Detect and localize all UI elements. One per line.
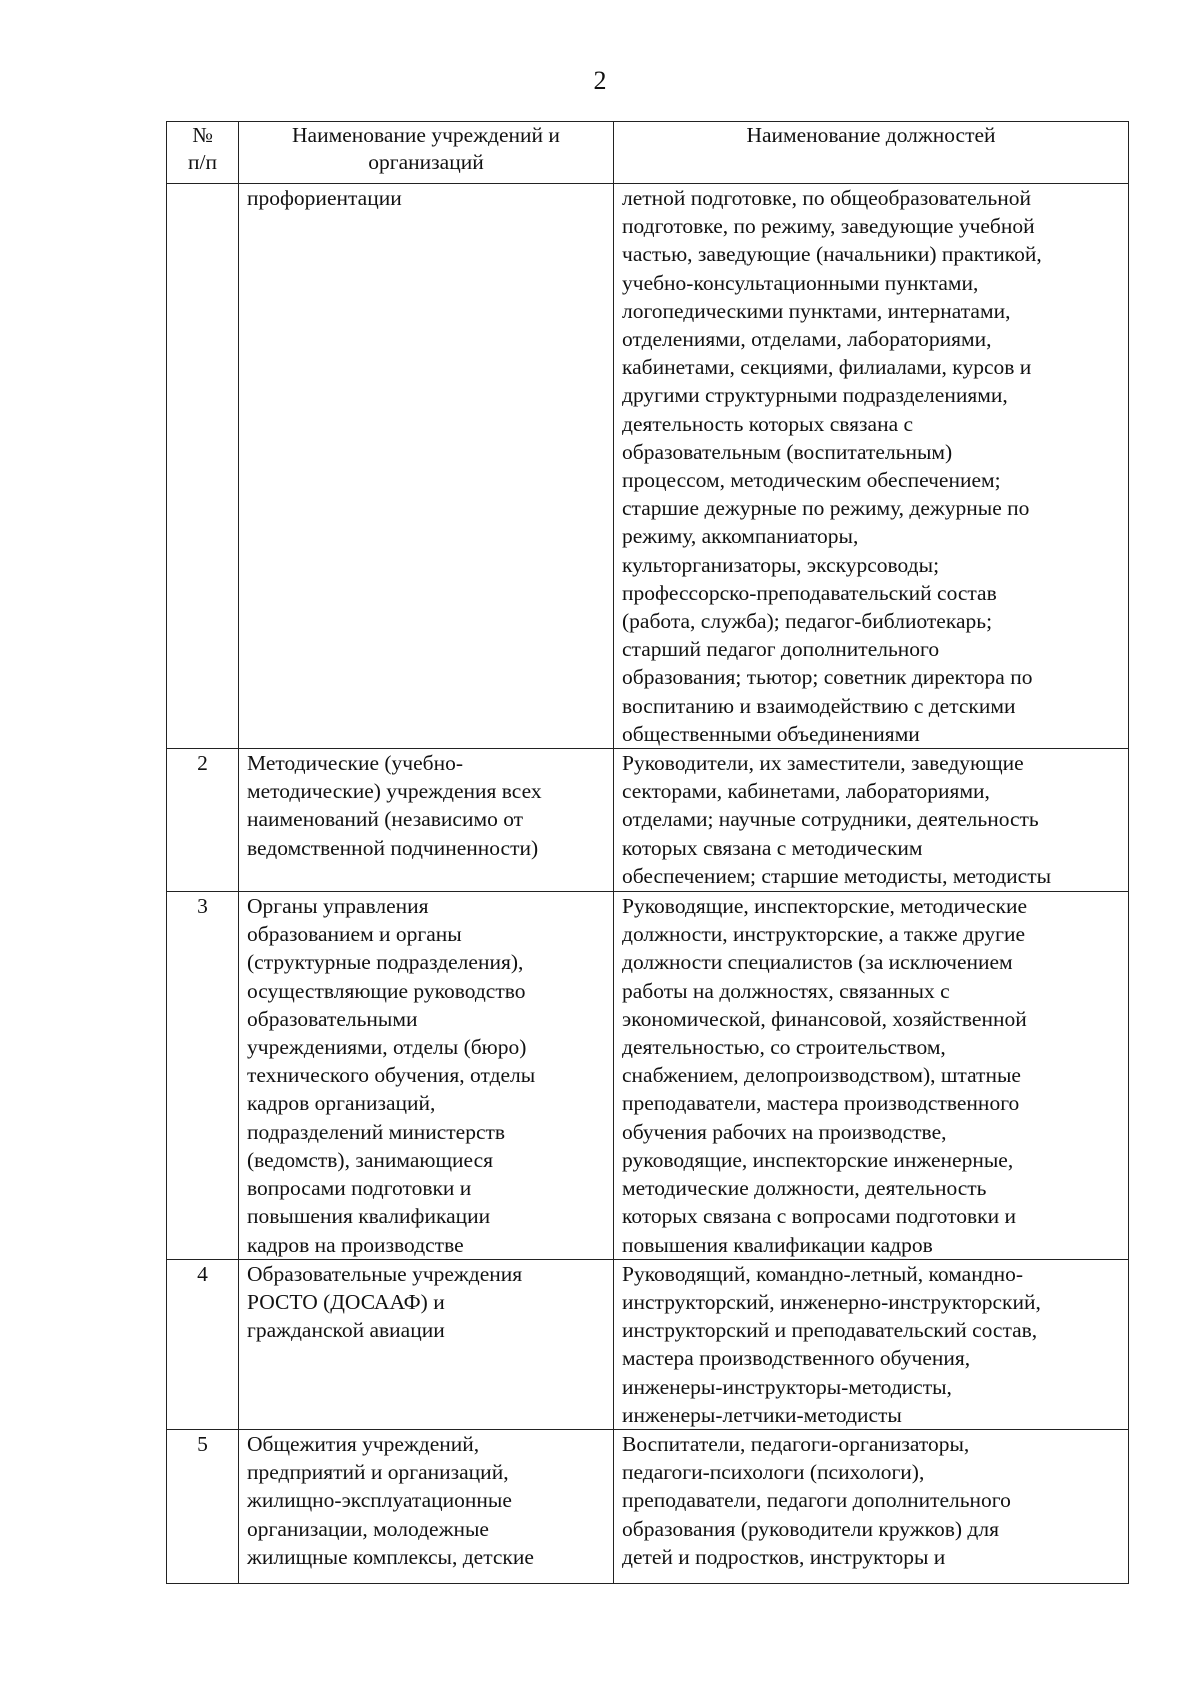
table-row — [167, 749, 1129, 892]
cell-line: образовательными — [247, 1006, 418, 1031]
cell-line: инструкторский и преподавательский состав, — [622, 1318, 1038, 1343]
header-line: Наименование учреждений и — [292, 123, 560, 147]
header-line: организаций — [368, 150, 484, 174]
cell-line: методические) учреждения всех — [247, 779, 542, 804]
cell-line: осуществляющие руководство — [247, 978, 526, 1003]
cell-line: деятельность которых связана с — [622, 411, 914, 436]
cell-line: (ведомств), занимающиеся — [247, 1147, 494, 1172]
positions-table — [166, 121, 1129, 1584]
cell-line: ведомственной подчиненности) — [247, 835, 539, 860]
header-number — [167, 122, 239, 184]
positions-cell — [614, 1259, 1129, 1429]
cell-line: вопросами подготовки и — [247, 1176, 472, 1201]
cell-line: инструкторский, инженерно-инструкторский, — [622, 1289, 1041, 1314]
cell-line: общественными объединениями — [622, 721, 920, 746]
cell-line: Руководящие, инспекторские, методические — [622, 894, 1028, 919]
cell-line: другими структурными подразделениями, — [622, 383, 1008, 408]
cell-line: отделами; научные сотрудники, деятельность — [622, 807, 1039, 832]
cell-line: наименований (независимо от — [247, 807, 524, 832]
cell-line: экономической, финансовой, хозяйственной — [622, 1006, 1027, 1031]
cell-line: профориентации — [247, 186, 402, 210]
cell-line: образовательным (воспитательным) — [622, 439, 953, 464]
organization-cell — [239, 892, 614, 1260]
cell-line: Общежития учреждений, — [247, 1431, 480, 1456]
row-number — [167, 184, 239, 749]
cell-line: подразделений министерств — [247, 1119, 506, 1144]
table-row — [167, 892, 1129, 1260]
cell-line: Руководители, их заместители, заведующие — [622, 751, 1024, 776]
cell-line: преподаватели, педагоги дополнительного — [622, 1488, 1011, 1513]
cell-line: деятельностью, со строительством, — [622, 1035, 946, 1060]
header-line: п/п — [188, 150, 217, 174]
cell-line: жилищные комплексы, детские — [247, 1544, 534, 1569]
cell-line: кадров организаций, — [247, 1091, 436, 1116]
cell-line: повышения квалификации — [247, 1204, 491, 1229]
cell-line: которых связана с вопросами подготовки и — [622, 1204, 1016, 1229]
cell-line: жилищно-эксплуатационные — [247, 1488, 512, 1513]
header-line: Наименование должностей — [746, 123, 996, 147]
organization-cell — [239, 1429, 614, 1583]
positions-cell — [614, 749, 1129, 892]
cell-line: Органы управления — [247, 894, 429, 919]
cell-line: отделениями, отделами, лабораториями, — [622, 327, 992, 352]
table-row — [167, 1259, 1129, 1429]
cell-line: должности специалистов (за исключением — [622, 950, 1013, 975]
cell-line: детей и подростков, инструкторы и — [622, 1544, 946, 1569]
cell-line: педагоги-психологи (психологи), — [622, 1460, 925, 1485]
cell-line: образованием и органы — [247, 922, 462, 947]
row-number: 5 — [167, 1429, 239, 1583]
positions-cell — [614, 892, 1129, 1260]
cell-line: режиму, аккомпаниаторы, — [622, 524, 859, 549]
cell-line: логопедическими пунктами, интернатами, — [622, 298, 1011, 323]
organization-cell — [239, 184, 614, 749]
row-number: 3 — [167, 892, 239, 1260]
cell-line: образования (руководители кружков) для — [622, 1516, 999, 1541]
cell-line: гражданской авиации — [247, 1318, 445, 1343]
cell-line: мастера производственного обучения, — [622, 1346, 971, 1371]
cell-line: учреждениями, отделы (бюро) — [247, 1035, 527, 1060]
cell-line: Методические (учебно- — [247, 751, 463, 776]
organization-cell — [239, 749, 614, 892]
cell-line: кабинетами, секциями, филиалами, курсов и — [622, 355, 1032, 380]
cell-line: (работа, служба); педагог-библиотекарь; — [622, 609, 993, 634]
positions-cell — [614, 184, 1129, 749]
cell-line: (структурные подразделения), — [247, 950, 524, 975]
table-header-row — [167, 122, 1129, 184]
cell-line: культорганизаторы, экскурсоводы; — [622, 552, 940, 577]
cell-line: технического обучения, отделы — [247, 1063, 536, 1088]
positions-cell — [614, 1429, 1129, 1583]
cell-line: учебно-консультационными пунктами, — [622, 270, 979, 295]
header-positions — [614, 122, 1129, 184]
cell-line: организации, молодежные — [247, 1516, 489, 1541]
cell-line: предприятий и организаций, — [247, 1460, 509, 1485]
cell-line: летной подготовке, по общеобразовательной — [622, 186, 1031, 210]
cell-line: снабжением, делопроизводством), штатные — [622, 1063, 1021, 1088]
cell-line: инженеры-инструкторы-методисты, — [622, 1374, 952, 1399]
cell-line: образования; тьютор; советник директора по — [622, 665, 1033, 690]
cell-line: подготовке, по режиму, заведующие учебной — [622, 214, 1035, 239]
cell-line: РОСТО (ДОСААФ) и — [247, 1289, 445, 1314]
cell-line: повышения квалификации кадров — [622, 1232, 933, 1257]
cell-line: преподаватели, мастера производственного — [622, 1091, 1020, 1116]
cell-line: руководящие, инспекторские инженерные, — [622, 1147, 1014, 1172]
cell-line: секторами, кабинетами, лабораториями, — [622, 779, 990, 804]
cell-line: кадров на производстве — [247, 1232, 464, 1257]
cell-line: частью, заведующие (начальники) практикой, — [622, 242, 1042, 267]
cell-line: обучения рабочих на производстве, — [622, 1119, 947, 1144]
cell-line: обеспечением; старшие методисты, методисты — [622, 863, 1052, 888]
row-number: 4 — [167, 1259, 239, 1429]
cell-line: которых связана с методическим — [622, 835, 923, 860]
header-line: № — [192, 123, 213, 147]
cell-line: старший педагог дополнительного — [622, 637, 940, 662]
cell-line: работы на должностях, связанных с — [622, 978, 950, 1003]
cell-line: Руководящий, командно-летный, командно- — [622, 1261, 1024, 1286]
table-row — [167, 184, 1129, 749]
cell-line: профессорско-преподавательский состав — [622, 580, 997, 605]
header-organization — [239, 122, 614, 184]
cell-line: Воспитатели, педагоги-организаторы, — [622, 1431, 970, 1456]
cell-line: Образовательные учреждения — [247, 1261, 523, 1286]
organization-cell — [239, 1259, 614, 1429]
cell-line: процессом, методическим обеспечением; — [622, 468, 1001, 493]
row-number: 2 — [167, 749, 239, 892]
page-number: 2 — [593, 66, 607, 95]
cell-line: инженеры-летчики-методисты — [622, 1402, 902, 1427]
table-row — [167, 1429, 1129, 1583]
cell-line: воспитанию и взаимодействию с детскими — [622, 693, 1016, 718]
cell-line: должности, инструкторские, а также другие — [622, 922, 1026, 947]
cell-line: старшие дежурные по режиму, дежурные по — [622, 496, 1030, 521]
cell-line: методические должности, деятельность — [622, 1176, 987, 1201]
